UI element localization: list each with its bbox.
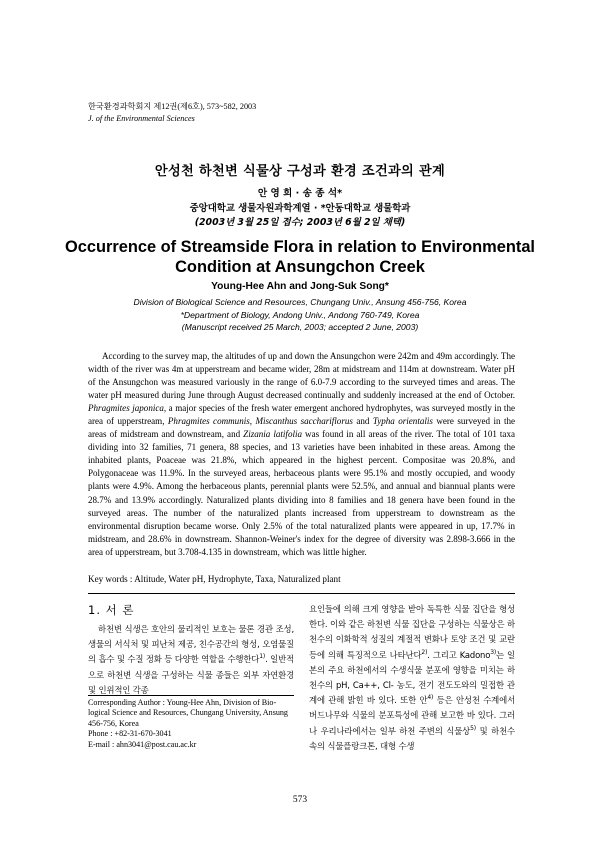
footnote-email: E-mail : ahn3041@post.cau.ac.kr [88, 739, 197, 749]
abstract-text: and [352, 416, 373, 427]
manuscript-dates: (Manuscript received 25 March, 2003; accepted 2 June, 2003) [181, 322, 419, 332]
left-column [88, 602, 294, 698]
section-divider [88, 593, 515, 594]
title-english [0, 237, 600, 277]
reference-marker: 3) [490, 648, 497, 656]
body-text: 및 하천수 속의 식물플랑크톤, 대형 수생 [309, 725, 515, 751]
body-text: 하천변 식생은 호안의 물리적인 보호는 물론 경관 조성, 생물의 서식처 및 피난처 제공, 친수공간의 형성, 오염물질의 흡수 및 수질 정화 등 다양한 역할을 수행한다 [88, 624, 294, 665]
reference-marker: 1) [259, 653, 266, 661]
intro-paragraph-right [309, 602, 515, 754]
species-name: Phragmites japonica [88, 403, 164, 414]
affiliation-english-line1: Division of Biological Science and Resources, Chungang Univ., Ansung 456-756, Korea [133, 297, 467, 307]
keywords: Key words : Altitude, Water pH, Hydrophyte, Taxa, Naturalized plant [88, 574, 341, 584]
species-name: Typha orientalis [372, 416, 433, 427]
affiliation-english-line2: *Department of Biology, Andong Univ., Andong 760-749, Korea [180, 309, 420, 320]
species-name: Phragmites communis, Miscanthus sacchariflorus [167, 416, 353, 427]
abstract-text: was found in all areas of the river. The total of 101 taxa dividing into 32 families, 71 genera, 88 species, and 13 varieties have been inhabited in these areas. Among the inhabited plants, Poaceae was 21.8%, which appeared in the highest percent. Compositae was 20.8%, and Polygonaceae was 11.9%. In the surveyed areas, herbaceous plants were 95.1% and mostly occupied, and woody plants were 4.9%. Among the herbaceous plants, perennial plants were 52.5%, and annual and biannual plants were 28.7% and 13.9% accordingly. Naturalized plants dividing into 8 families and 18 genera have been found in the surveyed areas. The number of the naturalized plants increased from upperstream to downstream as the environmental disruption became worse. Only 2.5% of the total naturalized plants were appeared in up, 17.7% in midstream, and 28.6% in downstream. Shannon-Weiner's index for the degree of diversity was 2.898-3.666 in the area of upperstream, but 3.708-4.135 in downstream, which was little higher. [88, 429, 515, 557]
abstract-paragraph [88, 350, 515, 559]
abstract-text: , a major species of the fresh water emergent anchored hydrophytes, was surveyed mostly in the area of upperstream, [88, 403, 515, 427]
corresponding-author-footnote [88, 698, 294, 750]
footnote-line: Corresponding Author : Young-Hee Ahn, Division of Bio- [88, 698, 277, 707]
page-number: 573 [292, 795, 308, 805]
journal-citation-ko: 한국환경과학회지 제12권(제6호), 573~582, 2003 [88, 102, 257, 111]
body-text: . 그리고 Kadono [427, 649, 491, 660]
authors-korean: 안 영 희 · 송 종 석* [257, 188, 343, 199]
species-name: Zizania latifolia [243, 429, 303, 440]
reference-marker: 5) [470, 724, 476, 732]
journal-citation [88, 101, 256, 124]
footnote-line: logical Science and Resources, Chungang University, Ansung [88, 708, 288, 718]
body-text: . 일반적으로 하천변 식생을 구성하는 식물 종들은 외부 자연환경 및 인위적인 각종 [88, 654, 294, 695]
title-english-line1: Occurrence of Streamside Flora in relation to Environmental [65, 238, 535, 256]
abstract [88, 350, 515, 559]
authors-english: Young-Hee Ahn and Jong-Suk Song* [211, 281, 389, 292]
footnote-divider [88, 695, 294, 696]
body-text: 는 일본의 주요 하천에서의 수생식물 분포에 영향을 미치는 하천수의 pH, Ca++, Cl- 농도, 전기 전도도와의 밀접한 관계에 관해 밝힌 바 있다. 또한 안 [309, 649, 515, 706]
right-column [309, 602, 515, 754]
title-korean: 안성천 하천변 식물상 구성과 환경 조건과의 관계 [154, 164, 446, 179]
title-english-line2: Condition at Ansungchon Creek [175, 258, 425, 276]
received-date-korean: (2003년 3월 25일 접수; 2003년 6월 2일 채택) [194, 217, 406, 228]
body-text: 요인들에 의해 크게 영향을 받아 독특한 식물 집단을 형성한다. 이와 같은 하천변 식물 집단을 구성하는 식물상은 하천수의 이화학적 성질의 계절적 변화나 토양 조건 및 교란 등에 의해 특징적으로 나타난다 [309, 604, 515, 660]
abstract-text: were surveyed in the areas of midstream and downstream, and [88, 416, 516, 440]
abstract-text: According to the survey map, the altitudes of up and down the Ansungchon were 242m and 49m accordingly. The width of the river was 4m at upperstream and became wider, 28m at midstream and 114m at downstream. Water pH of the Ansungchon was measured variously in the range of 6.0-7.9 according to the surveyed times and areas. The water pH measured during June through August decreased continually and suddenly increased at the end of October. [88, 351, 515, 401]
journal-name-en: J. of the Environmental Sciences [88, 113, 195, 123]
footnote-phone: Phone : +82-31-670-3041 [88, 729, 172, 739]
body-text: 등은 안성천 수계에서 버드나무와 식물의 분포특성에 관해 보고한 바 있다. 그러나 우리나라에서는 일부 하천 주변의 식물상 [309, 695, 516, 736]
reference-marker: 4) [427, 694, 434, 702]
section-heading-introduction: 1. 서 론 [88, 603, 135, 617]
affiliation-korean: 중앙대학교 생물자원과학계열 · *안동대학교 생물학과 [189, 203, 411, 214]
reference-marker: 2) [421, 648, 428, 656]
footnote-line: 456-756, Korea [88, 718, 139, 728]
affiliation-english [0, 296, 600, 334]
intro-paragraph-left [88, 622, 294, 698]
